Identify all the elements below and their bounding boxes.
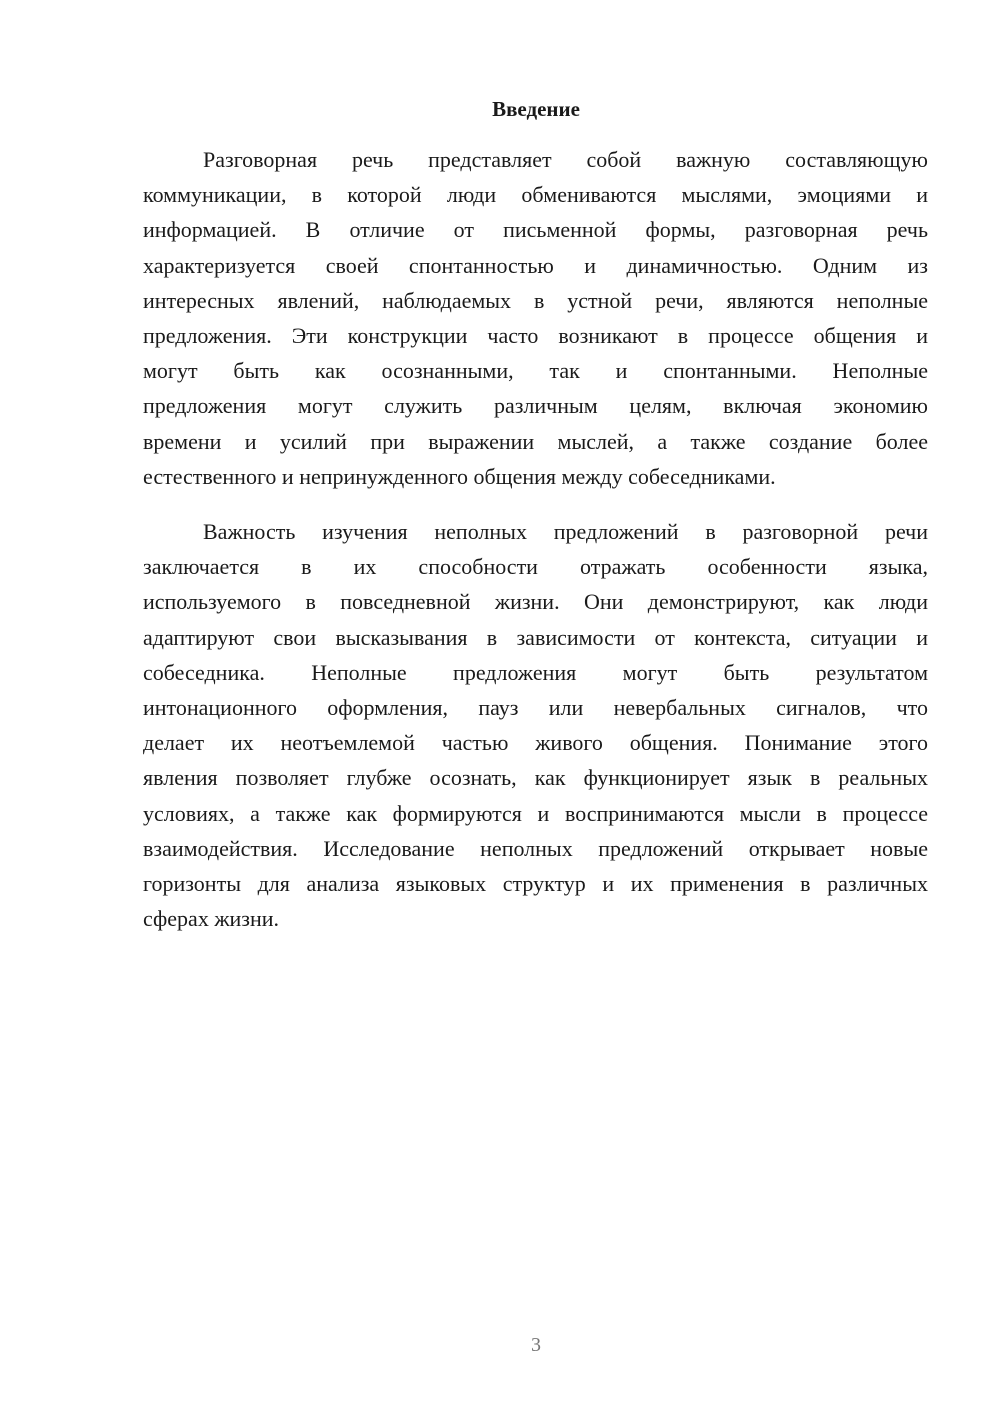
text-line: могут быть как осознанными, так и спонтанными. Неполные	[143, 358, 928, 384]
text-line: коммуникации, в которой люди обмениваются мыслями, эмоциями и	[143, 182, 928, 208]
text-line: взаимодействия. Исследование неполных предложений открывает новые	[143, 835, 928, 861]
text-line: собеседника. Неполные предложения могут быть результатом	[143, 659, 928, 685]
text-line: интересных явлений, наблюдаемых в устной речи, являются неполные	[143, 287, 928, 313]
text-line: сферах жизни.	[143, 906, 280, 932]
text-line: явления позволяет глубже осознать, как функционирует язык в реальных	[143, 765, 928, 791]
text-line: информацией. В отличие от письменной формы, разговорная речь	[143, 217, 928, 243]
text-line: предложения могут служить различным целям, включая экономию	[143, 393, 928, 419]
text-line: Важность изучения неполных предложений в разговорной речи	[203, 519, 928, 544]
text-line: делает их неотъемлемой частью живого общения. Понимание этого	[143, 730, 928, 756]
text-line: Разговорная речь представляет собой важную составляющую	[203, 147, 928, 172]
text-line: предложения. Эти конструкции часто возникают в процессе общения и	[143, 322, 928, 348]
text-line: характеризуется своей спонтанностью и динамичностью. Одним из	[143, 252, 928, 278]
section-title: Введение	[492, 97, 580, 121]
text-line: времени и усилий при выражении мыслей, а также создание более	[143, 428, 928, 454]
paragraph-2	[143, 514, 928, 936]
text-line: используемого в повседневной жизни. Они демонстрируют, как люди	[143, 589, 928, 615]
text-line: условиях, а также как формируются и воспринимаются мысли в процессе	[143, 800, 928, 826]
text-line: заключается в их способности отражать особенности языка,	[143, 554, 928, 580]
paragraph-1	[143, 142, 928, 494]
text-line: горизонты для анализа языковых структур и их применения в различных	[143, 870, 928, 896]
text-line: естественного и непринужденного общения между собеседниками.	[143, 463, 776, 489]
page-number: 3	[531, 1334, 541, 1356]
text-line: интонационного оформления, пауз или невербальных сигналов, что	[143, 694, 928, 720]
text-line: адаптируют свои высказывания в зависимости от контекста, ситуации и	[143, 624, 928, 650]
